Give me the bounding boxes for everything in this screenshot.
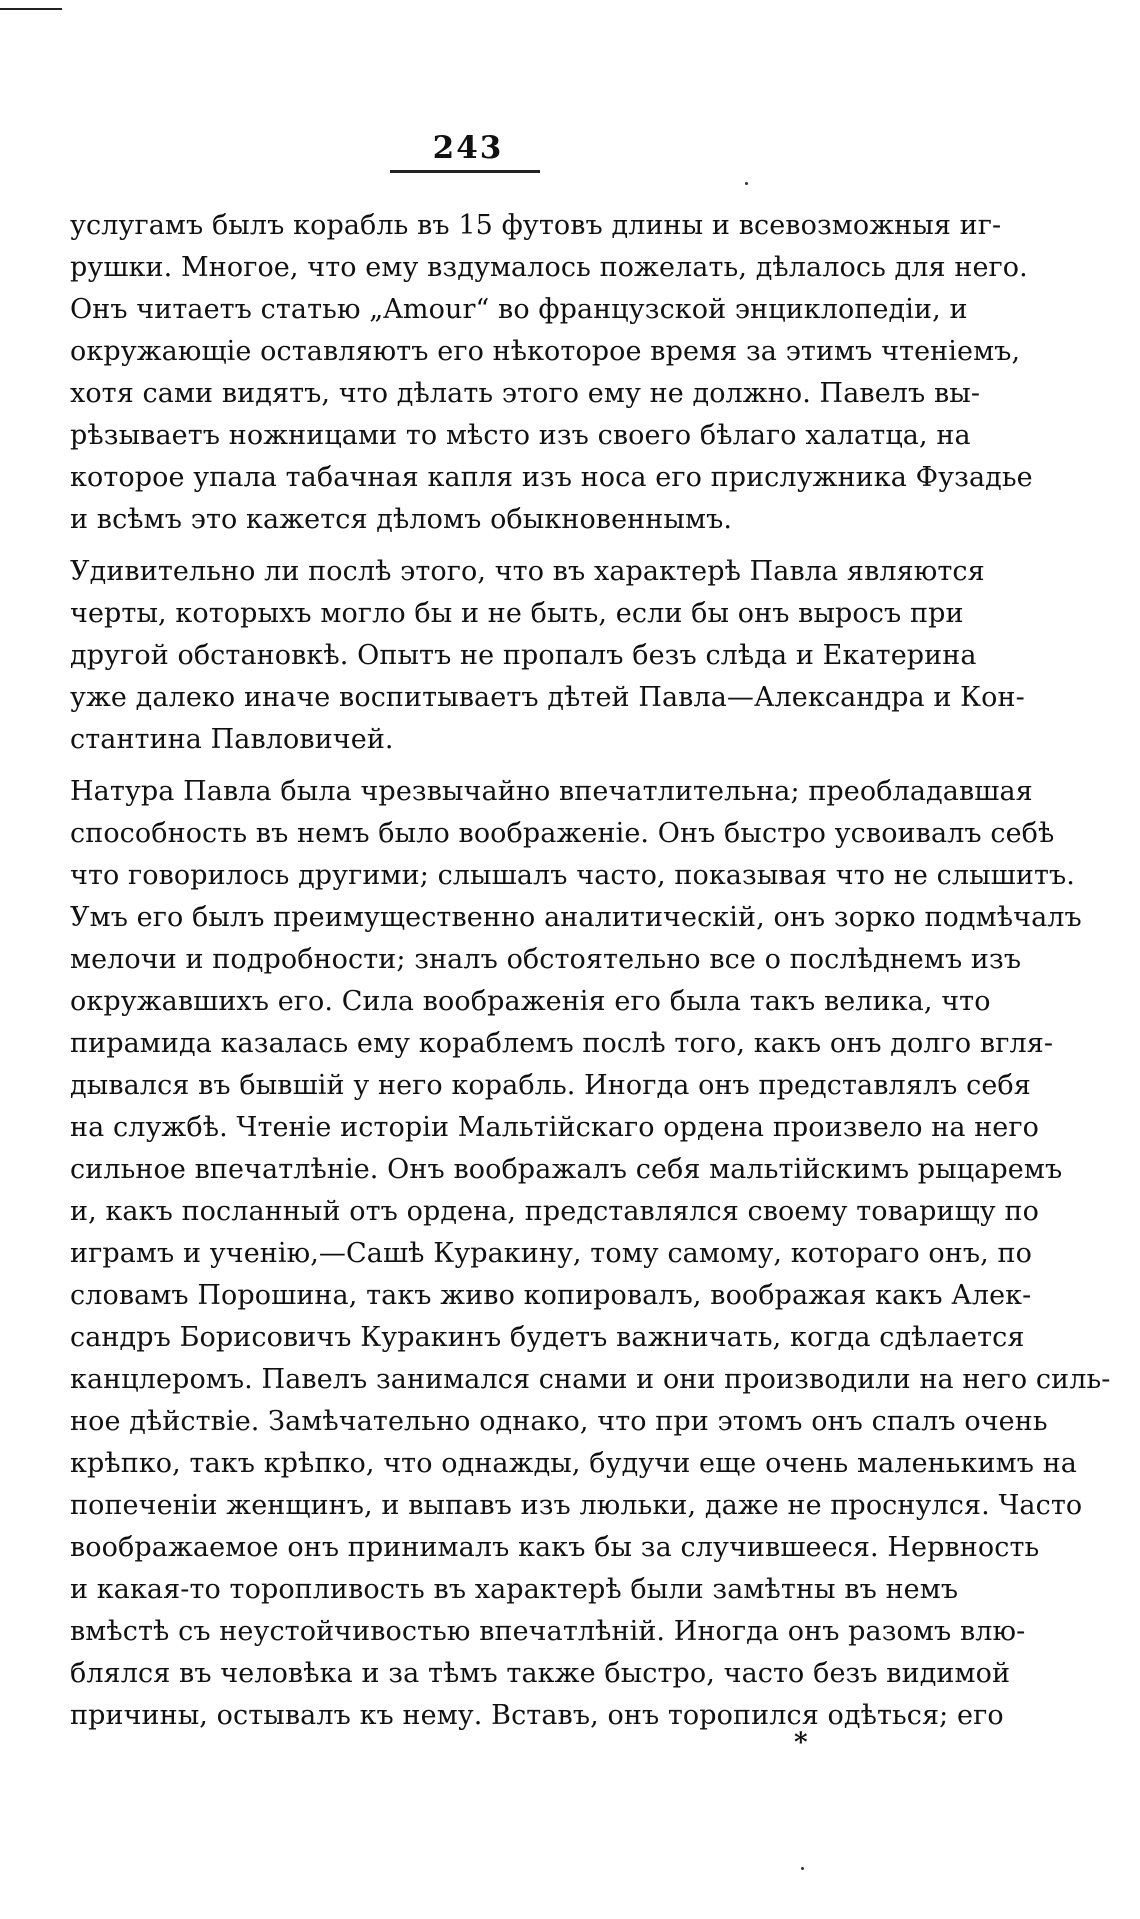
text-line: словамъ Порошина, такъ живо копировалъ, воображая какъ Алек- <box>70 1280 1032 1311</box>
paragraph-gap <box>70 761 910 771</box>
text-line: пирамида казалась ему кораблемъ послѣ того, какъ онъ долго вгля- <box>70 1028 1054 1059</box>
paragraph-gap <box>70 541 910 551</box>
body-text <box>70 205 1111 1737</box>
text-line: крѣпко, такъ крѣпко, что однажды, будучи еще очень маленькимъ на <box>70 1448 1077 1479</box>
text-line: мелочи и подробности; зналъ обстоятельно все о послѣднемъ изъ <box>70 944 1022 975</box>
ink-speck <box>745 182 748 185</box>
text-line: сандръ Борисовичъ Куракинъ будетъ важничать, когда сдѣлается <box>70 1322 1025 1353</box>
text-line: воображаемое онъ принималъ какъ бы за случившееся. Нервность <box>70 1532 1040 1563</box>
text-line: уже далеко иначе воспитываетъ дѣтей Павла—Александра и Кон- <box>70 682 1025 713</box>
text-line: и какая-то торопливость въ характерѣ были замѣтны въ немъ <box>70 1574 959 1605</box>
text-line: рушки. Многое, что ему вздумалось пожелать, дѣлалось для него. <box>70 252 1028 283</box>
text-line: способность въ немъ было воображеніе. Онъ быстро усвоивалъ себѣ <box>70 818 1055 849</box>
corner-rule <box>0 8 62 10</box>
page-number-rule <box>390 170 540 173</box>
text-line: попеченіи женщинъ, и выпавъ изъ люльки, даже не проснулся. Часто <box>70 1490 1083 1521</box>
text-line: причины, остывалъ къ нему. Вставъ, онъ торопился одѣться; его <box>70 1700 1004 1731</box>
text-line: окружающіе оставляютъ его нѣкоторое время за этимъ чтеніемъ, <box>70 336 1021 367</box>
text-line: Умъ его былъ преимущественно аналитическій, онъ зорко подмѣчалъ <box>70 902 1082 933</box>
text-line: Онъ читаетъ статью „Amour“ во французской энциклопедіи, и <box>70 294 968 325</box>
text-line: играмъ и ученію,—Сашѣ Куракину, тому самому, котораго онъ, по <box>70 1238 1032 1269</box>
text-line: черты, которыхъ могло бы и не быть, если бы онъ выросъ при <box>70 598 964 629</box>
signature-mark: * <box>794 1728 808 1758</box>
paragraph-1 <box>70 205 1033 541</box>
text-line: Удивительно ли послѣ этого, что въ характерѣ Павла являются <box>70 556 985 587</box>
text-line: услугамъ былъ корабль въ 15 футовъ длины и всевозможныя иг- <box>70 210 1002 241</box>
text-line: и всѣмъ это кажется дѣломъ обыкновеннымъ. <box>70 504 733 535</box>
text-line: ное дѣйствіе. Замѣчательно однако, что при этомъ онъ спалъ очень <box>70 1406 1048 1437</box>
text-line: дывался въ бывшій у него корабль. Иногда онъ представлялъ себя <box>70 1070 1031 1101</box>
text-line: Натура Павла была чрезвычайно впечатлительна; преобладавшая <box>70 776 1033 807</box>
text-line: стантина Павловичей. <box>70 724 394 755</box>
page-number: 243 <box>432 130 504 166</box>
paragraph-3 <box>70 771 1111 1737</box>
ink-speck <box>801 1867 804 1870</box>
text-line: другой обстановкѣ. Опытъ не пропалъ безъ слѣда и Екатерина <box>70 640 977 671</box>
text-line: вмѣстѣ съ неустойчивостью впечатлѣній. Иногда онъ разомъ влю- <box>70 1616 1026 1647</box>
text-line: сильное впечатлѣніе. Онъ воображалъ себя мальтійскимъ рыцаремъ <box>70 1154 1063 1185</box>
text-line: рѣзываетъ ножницами то мѣсто изъ своего бѣлаго халатца, на <box>70 420 971 451</box>
paragraph-2 <box>70 551 1025 761</box>
text-line: окружавшихъ его. Сила воображенія его была такъ велика, что <box>70 986 991 1017</box>
text-line: блялся въ человѣка и за тѣмъ также быстро, часто безъ видимой <box>70 1658 1011 1689</box>
text-line: что говорилось другими; слышалъ часто, показывая что не слышитъ. <box>70 860 1075 891</box>
text-line: которое упала табачная капля изъ носа его прислужника Фузадье <box>70 462 1033 493</box>
text-line: на службѣ. Чтеніе исторіи Мальтійскаго ордена произвело на него <box>70 1112 1039 1143</box>
text-line: хотя сами видятъ, что дѣлать этого ему не должно. Павелъ вы- <box>70 378 981 409</box>
text-line: канцлеромъ. Павелъ занимался снами и они производили на него силь- <box>70 1364 1111 1395</box>
text-line: и, какъ посланный отъ ордена, представлялся своему товарищу по <box>70 1196 1039 1227</box>
